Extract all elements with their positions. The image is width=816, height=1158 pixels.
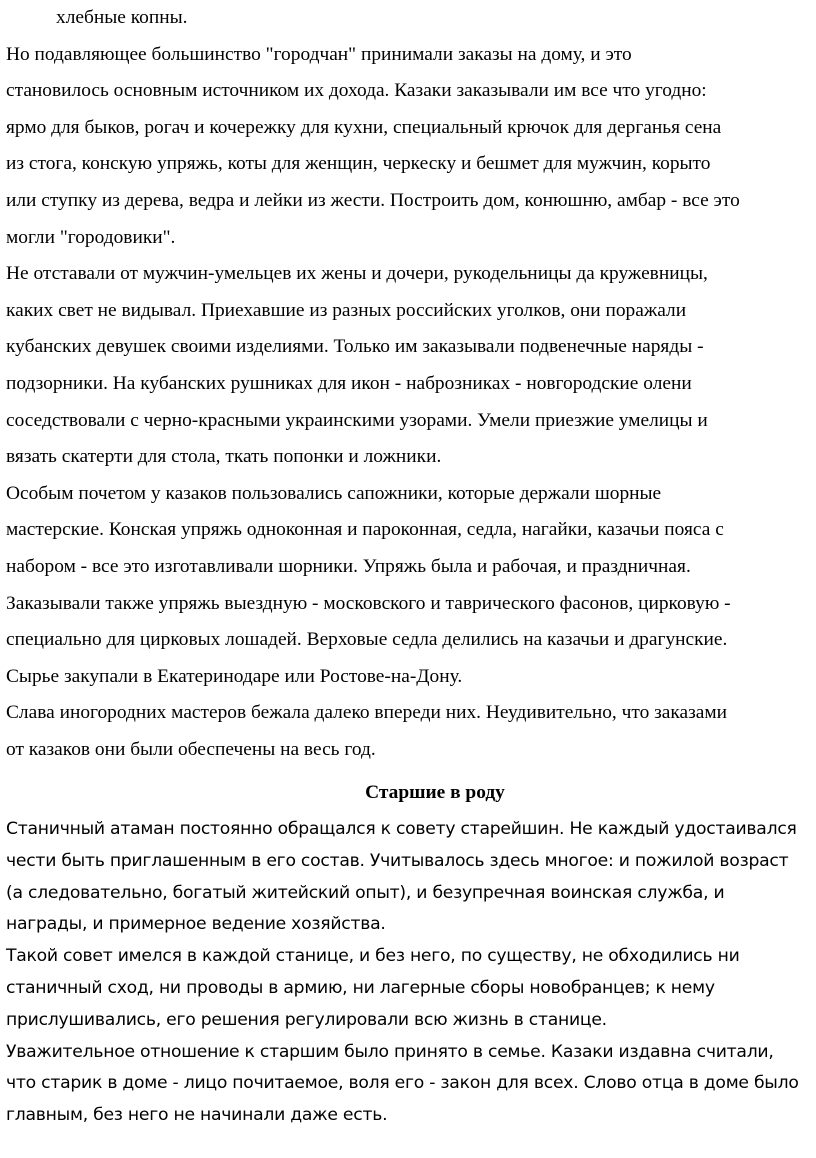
text-line: подзорники. На кубанских рушниках для икон - наброзниках - новгородские олени: [6, 372, 692, 394]
text-line: Особым почетом у казаков пользовались сапожники, которые держали шорные: [6, 482, 662, 504]
text-line: мастерские. Конская упряжь одноконная и пароконная, седла, нагайки, казачьи пояса с: [6, 519, 724, 541]
sans-text-block: [6, 814, 814, 1132]
text-line: хлебные копны.: [56, 7, 188, 28]
text-line: становилось основным источником их дохода. Казаки заказывали им все что угодно:: [6, 80, 707, 102]
text-line: Но подавляющее большинство "городчан" принимали заказы на дому, и это: [6, 43, 632, 65]
text-line: Заказывали также упряжь выездную - московского и таврического фасонов, цирковую -: [6, 592, 731, 614]
text-line: могли "городовики".: [6, 226, 176, 248]
text-line: ярмо для быков, рогач и кочережку для кухни, специальный крючок для дерганья сена: [6, 116, 722, 138]
text-line: или ступку из дерева, ведра и лейки из жести. Построить дом, конюшню, амбар - все это: [6, 189, 740, 211]
text-line: награды, и примерное ведение хозяйства.: [6, 914, 386, 935]
text-line: Уважительное отношение к старшим было принято в семье. Казаки издавна считали,: [6, 1041, 774, 1062]
text-line: что старик в доме - лицо почитаемое, воля его - закон для всех. Слово отца в доме было: [6, 1073, 799, 1094]
text-line: прислушивались, его решения регулировали всю жизнь в станице.: [6, 1009, 607, 1030]
text-line: соседствовали с черно-красными украинскими узорами. Умели приезжие умелицы и: [6, 409, 708, 431]
text-line: станичный сход, ни проводы в армию, ни лагерные сборы новобранцев; к нему: [6, 977, 715, 998]
text-line: вязать скатерти для стола, ткать попонки и ложники.: [6, 446, 442, 468]
text-line: из стога, конскую упряжь, коты для женщин, черкеску и бешмет для мужчин, корыто: [6, 153, 711, 175]
text-line: набором - все это изготавливали шорники. Упряжь была и рабочая, и праздничная.: [6, 555, 691, 577]
text-line: Не отставали от мужчин-умельцев их жены и дочери, рукодельницы да кружевницы,: [6, 263, 708, 285]
text-line: кубанских девушек своими изделиями. Только им заказывали подвенечные наряды -: [6, 336, 704, 358]
text-line: Слава иногородних мастеров бежала далеко впереди них. Неудивительно, что заказами: [6, 702, 728, 724]
text-line: Сырье закупали в Екатеринодаре или Ростове-на-Дону.: [6, 665, 463, 687]
text-line: от казаков они были обеспечены на весь год.: [6, 738, 376, 760]
serif-text-block: [6, 0, 814, 768]
text-line: чести быть приглашенным в его состав. Учитывалось здесь многое: и пожилой возраст: [6, 850, 789, 871]
text-line: (а следовательно, богатый житейский опыт), и безупречная воинская служба, и: [6, 882, 725, 903]
text-line: Такой совет имелся в каждой станице, и без него, по существу, не обходились ни: [6, 946, 740, 967]
text-line: главным, без него не начинали даже есть.: [6, 1105, 388, 1126]
text-line: специально для цирковых лошадей. Верховые седла делились на казачьи и драгунские.: [6, 629, 728, 651]
text-line: Станичный атаман постоянно обращался к совету старейшин. Не каждый удостаивался: [6, 819, 797, 839]
section-heading: Старшие в роду: [365, 782, 505, 803]
text-line: каких свет не видывал. Приехавшие из разных российских уголков, они поражали: [6, 299, 687, 321]
